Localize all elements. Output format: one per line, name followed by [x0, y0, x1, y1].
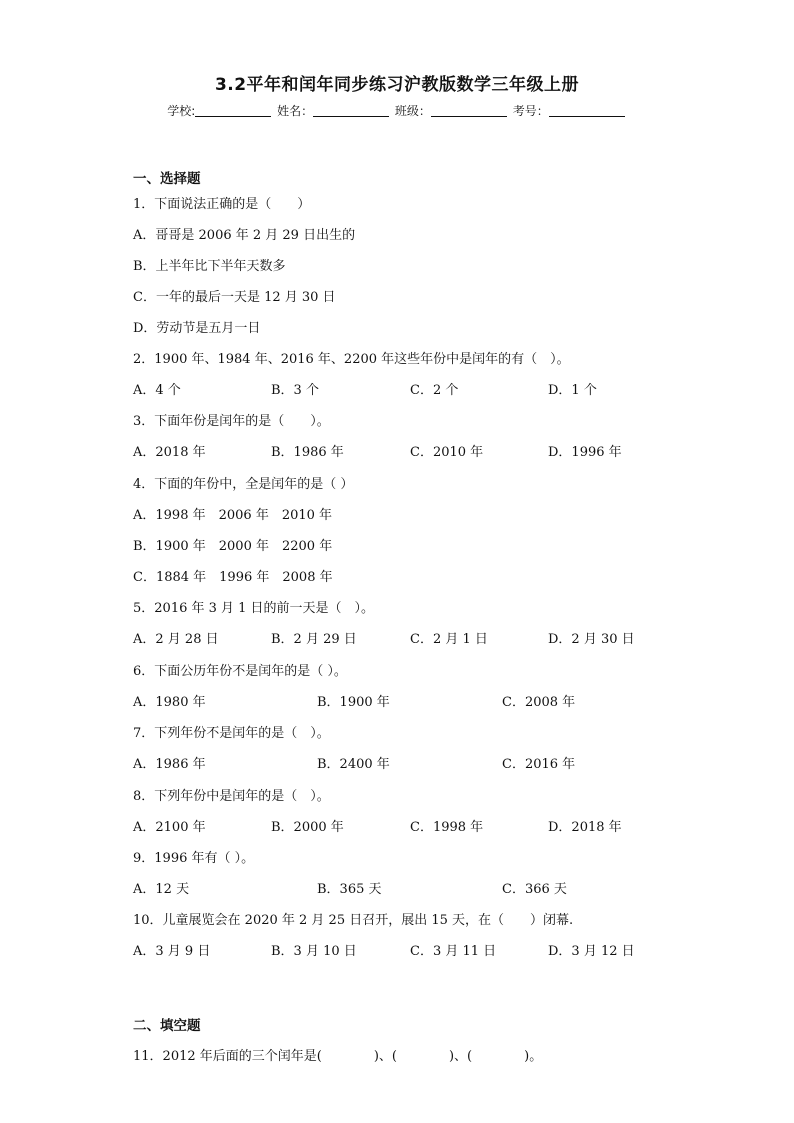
question-7-stem: 7．下列年份不是闰年的是（ ）。 [133, 726, 330, 741]
question-9-option: A．12 天 [133, 882, 190, 897]
name-label: 姓名： [277, 104, 314, 118]
question-8-option: C．1998 年 [410, 820, 484, 835]
question-1-option-c: C．一年的最后一天是 12 月 30 日 [133, 290, 336, 305]
class-blank[interactable] [431, 104, 507, 117]
question-4-option-b: B．1900 年 2000 年 2200 年 [133, 539, 333, 554]
question-2-option: C．2 个 [410, 383, 459, 398]
question-3-option: C．2010 年 [410, 445, 484, 460]
question-5-stem: 5．2016 年 3 月 1 日的前一天是（ ）。 [133, 601, 375, 616]
question-8-option: A．2100 年 [133, 820, 206, 835]
question-3-option: D．1996 年 [548, 445, 622, 460]
question-1-option-a: A．哥哥是 2006 年 2 月 29 日出生的 [133, 228, 356, 243]
question-8-option: D．2018 年 [548, 820, 622, 835]
question-1-stem: 1．下面说法正确的是（ ） [133, 197, 311, 212]
question-8-option: B．2000 年 [271, 820, 344, 835]
question-11-stem: 11．2012 年后面的三个闰年是( )、( )、( )。 [133, 1049, 543, 1064]
page-title: 3.2平年和闰年同步练习沪教版数学三年级上册 [214, 75, 580, 95]
question-5-option: D．2 月 30 日 [548, 632, 635, 647]
question-10-options [133, 940, 693, 958]
question-5-option: A．2 月 28 日 [133, 632, 219, 647]
question-10-stem: 10．儿童展览会在 2020 年 2 月 25 日召开，展出 15 天，在（ ）闭幕. [133, 913, 574, 928]
question-6-option: C．2008 年 [502, 695, 576, 710]
question-8-stem: 8．下列年份中是闰年的是（ ）。 [133, 789, 330, 804]
question-8-options [133, 816, 693, 834]
school-label: 学校: [167, 104, 196, 118]
question-4-option-a: A．1998 年 2006 年 2010 年 [133, 508, 333, 523]
section-heading-fill: 二、填空题 [133, 1018, 201, 1034]
question-9-options [133, 878, 693, 896]
number-blank[interactable] [549, 104, 625, 117]
question-10-option: C．3 月 11 日 [410, 944, 497, 959]
question-4-option-c: C．1884 年 1996 年 2008 年 [133, 570, 333, 585]
question-5-option: B．2 月 29 日 [271, 632, 357, 647]
question-7-option: B．2400 年 [317, 757, 390, 772]
student-info-line [0, 102, 794, 119]
question-2-options [133, 379, 693, 397]
question-6-option: A．1980 年 [133, 695, 206, 710]
section-heading-choice: 一、选择题 [133, 171, 201, 187]
question-3-options [133, 441, 693, 459]
question-1-option-d: D．劳动节是五月一日 [133, 321, 261, 336]
question-7-options [133, 753, 693, 771]
question-3-stem: 3．下面年份是闰年的是（ ）。 [133, 414, 330, 429]
question-10-option: B．3 月 10 日 [271, 944, 357, 959]
question-4-stem: 4．下面的年份中，全是闰年的是（ ） [133, 477, 354, 492]
question-5-options [133, 628, 693, 646]
question-2-option: B．3 个 [271, 383, 319, 398]
question-2-option: D．1 个 [548, 383, 597, 398]
question-7-option: A．1986 年 [133, 757, 206, 772]
question-6-option: B．1900 年 [317, 695, 390, 710]
question-3-option: A．2018 年 [133, 445, 206, 460]
question-10-option: D．3 月 12 日 [548, 944, 635, 959]
question-9-option: C．366 天 [502, 882, 567, 897]
question-5-option: C．2 月 1 日 [410, 632, 488, 647]
question-7-option: C．2016 年 [502, 757, 576, 772]
question-6-stem: 6．下面公历年份不是闰年的是（ ）。 [133, 664, 347, 679]
question-2-option: A．4 个 [133, 383, 181, 398]
number-label: 考号： [512, 104, 549, 118]
question-10-option: A．3 月 9 日 [133, 944, 211, 959]
question-1-option-b: B．上半年比下半年天数多 [133, 259, 286, 274]
name-blank[interactable] [313, 104, 389, 117]
class-label: 班级： [394, 104, 431, 118]
question-9-stem: 9．1996 年有（ ）。 [133, 851, 255, 866]
question-2-stem: 2．1900 年、1984 年、2016 年、2200 年这些年份中是闰年的有（ ）。 [133, 352, 570, 367]
question-6-options [133, 691, 693, 709]
school-blank[interactable] [195, 104, 271, 117]
question-9-option: B．365 天 [317, 882, 382, 897]
question-3-option: B．1986 年 [271, 445, 344, 460]
